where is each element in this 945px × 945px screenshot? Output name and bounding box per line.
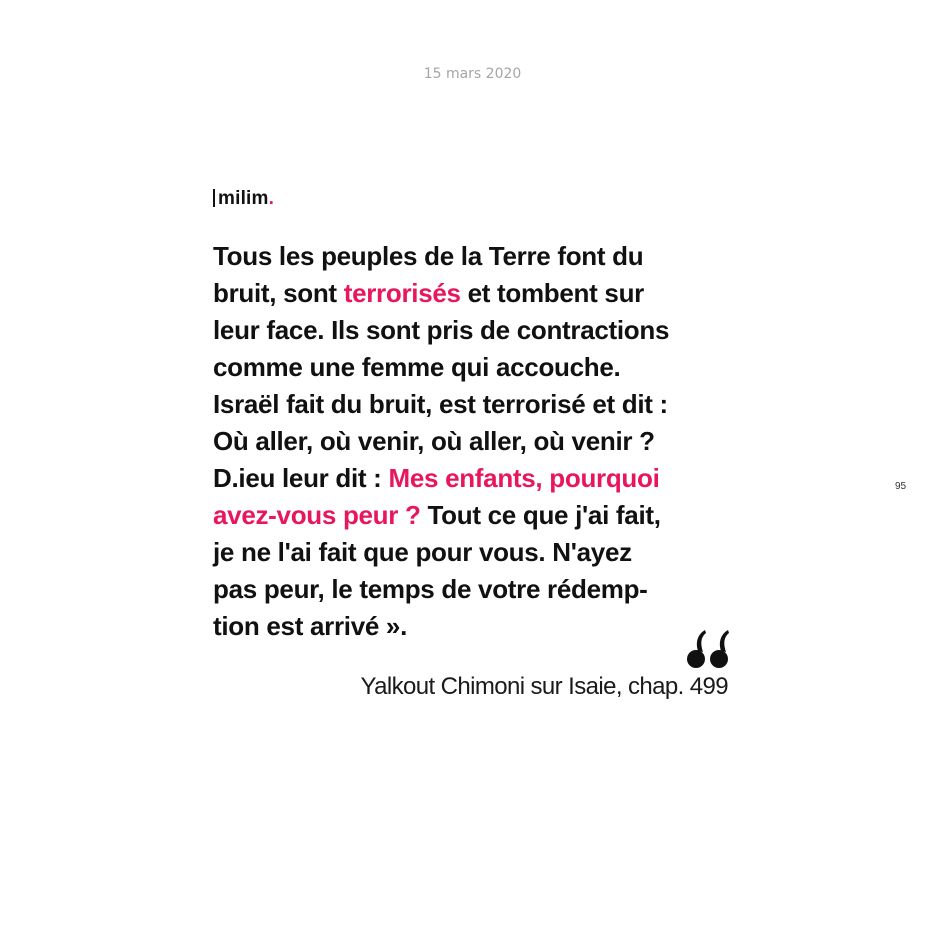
- quote-segment: pas peur, le temps de votre rédemp-: [213, 574, 648, 604]
- quote-line: [213, 534, 743, 571]
- quote-segment: leur face. Ils sont pris de contractions: [213, 315, 670, 345]
- highlighted-text: Mes enfants, pourquoi: [388, 463, 660, 493]
- logo-dot: .: [268, 188, 275, 209]
- quote-segment: et tombent sur: [460, 278, 644, 308]
- quote-text: [213, 238, 743, 645]
- quote-segment: Tous les peuples de la Terre font du: [213, 241, 644, 271]
- quote-segment: Israël fait du bruit, est terrorisé et dit :: [213, 389, 668, 419]
- quote-line: [213, 349, 743, 386]
- page-date: 15 mars 2020: [423, 66, 522, 82]
- quote-line: [213, 460, 743, 497]
- highlighted-text: terrorisés: [343, 278, 461, 308]
- highlighted-text: avez-vous peur ?: [213, 500, 421, 530]
- quote-line: [213, 275, 743, 312]
- milim-logo: [213, 188, 274, 210]
- logo-text: milim: [218, 188, 269, 209]
- quote-line: [213, 386, 743, 423]
- quote-segment: je ne l'ai fait que pour vous. N'ayez: [213, 537, 632, 567]
- page-number: 95: [895, 481, 907, 492]
- quote-line: [213, 571, 743, 608]
- quote-line: [213, 423, 743, 460]
- quote-line: [213, 312, 743, 349]
- quote-segment: Où aller, où venir, où aller, où venir ?: [213, 426, 655, 456]
- quote-segment: Tout ce que j'ai fait,: [420, 500, 661, 530]
- logo-bar: [213, 189, 215, 207]
- quote-segment: bruit, sont: [213, 278, 344, 308]
- quote-line: [213, 497, 743, 534]
- closing-quote-icon: [686, 630, 730, 670]
- quote-source: Yalkout Chimoni sur Isaie, chap. 499: [360, 673, 728, 700]
- quote-segment: comme une femme qui accouche.: [213, 352, 621, 382]
- quote-segment: tion est arrivé ».: [213, 611, 408, 641]
- quote-line: [213, 608, 743, 645]
- quote-segment: D.ieu leur dit :: [213, 463, 389, 493]
- quote-line: [213, 238, 743, 275]
